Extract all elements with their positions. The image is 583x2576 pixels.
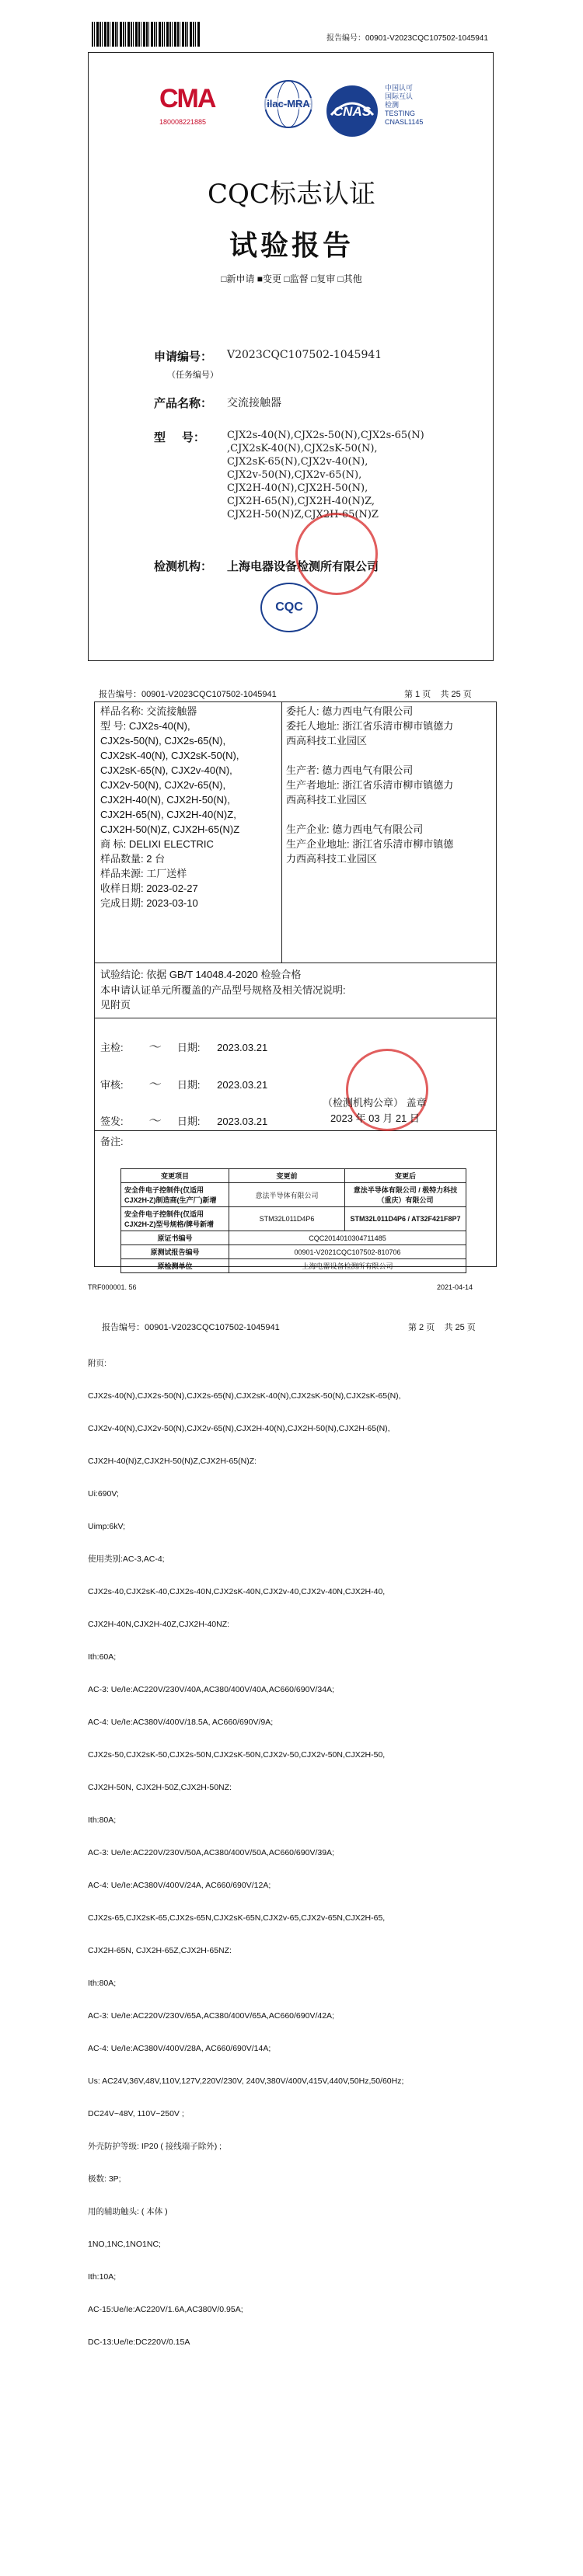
product-name-value: 交流接触器 xyxy=(227,397,281,409)
footer-form-number: TRF000001. 56 xyxy=(88,1283,137,1291)
cma-phone: 180008221885 xyxy=(159,118,207,126)
task-number-label: （任务编号） xyxy=(167,371,218,380)
model-list: CJX2s-40(N),CJX2s-50(N),CJX2s-65(N) ,CJX2sK-40(N),CJX2sK-50(N), CJX2sK-65(N),CJX2v-40(N), CJX2v-50(N),CJX2v-65(N), CJX2H-40(N),CJX2H-50(N), CJX2H-65(N),CJX2H-40(N)Z, CJX2H-50(N)Z,CJX2H-65(N)Z xyxy=(227,430,424,520)
test-conclusion: 试验结论: 依据 GB/T 14048.4-2020 检验合格 xyxy=(100,969,302,980)
remarks-label: 备注: xyxy=(100,1136,124,1147)
cqc-logo: CQC xyxy=(260,583,318,632)
testing-lab-label: 检测机构： xyxy=(154,559,213,573)
cnas-side-text: 中国认可 国际互认 检测 TESTING CNASL1145 xyxy=(385,84,424,126)
footer-date: 2021-04-14 xyxy=(437,1283,473,1291)
ilac-mra-logo: ilac-MRA xyxy=(257,79,320,134)
report-title-line2: 试验报告 xyxy=(229,229,354,262)
signature-chief-inspector: 主检: ～ 日期: 2023.03.21 xyxy=(100,1039,268,1054)
testing-lab-value: 上海电器设备检测所有限公司 xyxy=(227,559,379,573)
change-table xyxy=(120,1168,466,1273)
coverage-see-appendix: 见附页 xyxy=(100,999,131,1011)
signature-reviewer: 审核: ～ 日期: 2023.03.21 xyxy=(100,1077,268,1091)
cma-logo: CMA 180008221885 xyxy=(159,84,215,126)
sample-info: 样品名称: 交流接触器 型 号: CJX2s-40(N), CJX2s-50(N), CJX2s-65(N), CJX2sK-40(N), CJX2sK-50(N), CJX2sK-65(N), CJX2v-40(N), CJX2v-50(N), CJX2v-65(N), CJX2H-40(N), CJX2H-50(N), CJX2H-65(N), CJX2H-40(N)Z, CJX2H-50(N)Z, CJX2H-65(N)Z 商 标: DELIXI ELECTRIC 样品数量: 2 台 样品来源: 工厂送样 收样日期: 2023-02-27 完成日期: 2023-03-10 xyxy=(100,705,240,909)
coverage-note: 本申请认证单元所覆盖的产品型号规格及相关情况说明: xyxy=(100,984,346,996)
report-number: 报告编号：00901-V2023CQC107502-1045941 xyxy=(326,34,488,43)
red-seal-stamp xyxy=(295,513,378,595)
application-number-label: 申请编号： xyxy=(154,350,213,364)
model-label: 型 号： xyxy=(154,430,205,444)
table-row: 原测试报告编号 00901-V2021CQC107502-810706 xyxy=(121,1245,466,1259)
application-number-value: V2023CQC107502-1045941 xyxy=(227,349,382,361)
report-number: 报告编号：00901-V2023CQC107502-1045941 xyxy=(102,1323,280,1332)
seal-date: 2023 年 03 月 21 日 xyxy=(330,1112,420,1124)
application-type-checkboxes: □新申请 ■变更 □监督 □复审 □其他 xyxy=(221,273,362,284)
page-info: 第 1 页 共 25 页 xyxy=(404,690,472,699)
barcode xyxy=(92,22,201,47)
table-row: 原证书编号 CQC2014010304711485 xyxy=(121,1231,466,1245)
table-header-row: 变更项目 变更前 变更后 xyxy=(121,1169,466,1183)
report-title-line1: CQC标志认证 xyxy=(208,179,375,210)
seal-note: （检测机构公章） 盖章 xyxy=(323,1097,427,1109)
client-info: 委托人: 德力西电气有限公司 委托人地址: 浙江省乐清市柳市镇德力 西高科技工业园区 生产者: 德力西电气有限公司 生产者地址: 浙江省乐清市柳市镇德力 西高科技工业园区 生产企业: 德力西电气有限公司 生产企业地址: 浙江省乐清市柳市镇德 力西高科技工业园区 xyxy=(286,705,454,865)
appendix-text: 附页: CJX2s-40(N),CJX2s-50(N),CJX2s-65(N),CJX2sK-40(N),CJX2sK-50(N),CJX2sK-65(N), CJX2v-40(N),CJX2v-50(N),CJX2v-65(N),CJX2H-40(N),CJX2H-50(N),CJX2H-65(N), CJX2H-40(N)Z,CJX2H-50(N)Z,CJX2H-65(N)Z: Ui:690V; Uimp:6kV; 使用类别:AC-3,AC-4; CJX2s-40,CJX2sK-40,CJX2s-40N,CJX2sK-40N,CJX2v-40,CJX2v-40N,CJX2H-40, CJX2H-40N,CJX2H-40Z,CJX2H-40NZ: Ith:60A; AC-3: Ue/Ie:AC220V/230V/40A,AC380/400V/40A,AC660/690V/34A; AC-4: Ue/Ie:AC380V/400V/18.5A, AC660/690V/9A; CJX2s-50,CJX2sK-50,CJX2s-50N,CJX2sK-50N,CJX2v-50,CJX2v-50N,CJX2H-50, CJX2H-50N, CJX2H-50Z,CJX2H-50NZ: Ith:80A; AC-3: Ue/Ie:AC220V/230V/50A,AC380/400V/50A,AC660/690V/39A; AC-4: Ue/Ie:AC380V/400V/24A, AC660/690V/12A; CJX2s-65,CJX2sK-65,CJX2s-65N,CJX2sK-65N,CJX2v-65,CJX2v-65N,CJX2H-65, CJX2H-65N, CJX2H-65Z,CJX2H-65NZ: Ith:80A; AC-3: Ue/Ie:AC220V/230V/65A,AC380/400V/65A,AC660/690V/42A; AC-4: Ue/Ie:AC380V/400V/28A, AC660/690V/14A; Us: AC24V,36V,48V,110V,127V,220V/230V, 240V,380V/400V,415V,440V,50Hz,50/60Hz; DC24V~48V, 110V~250V ; 外壳防护等级: IP20 ( 接线端子除外) ; 极数: 3P; 用的辅助触头: ( 本体 ) 1NO,1NC,1NO1NC; Ith:10A; AC-15:Ue/Ie:AC220V/1.6A,AC380V/0.95A; DC-13:Ue/Ie:DC220V/0.15A xyxy=(88,1359,404,2347)
table-row: 安全件电子控制件(仅适用CJX2H-Z)型号规格/牌号新增 STM32L011D4P6 STM32L011D4P6 / AT32F421F8P7 xyxy=(121,1207,466,1231)
signature-issuer: 签发: ～ 日期: 2023.03.21 xyxy=(100,1113,268,1128)
page-info: 第 2 页 共 25 页 xyxy=(408,1323,476,1332)
cnas-logo: CNAS xyxy=(325,84,379,138)
product-name-label: 产品名称： xyxy=(154,396,213,410)
table-row: 安全件电子控制件(仅适用CJX2H-Z)制造商(生产厂)新增 意法半导体有限公司 意法半导体有限公司 / 极特力科技（重庆）有限公司 xyxy=(121,1183,466,1207)
report-number: 报告编号：00901-V2023CQC107502-1045941 xyxy=(99,690,277,699)
table-row: 原检测单位 上海电器设备检测所有限公司 xyxy=(121,1259,466,1273)
